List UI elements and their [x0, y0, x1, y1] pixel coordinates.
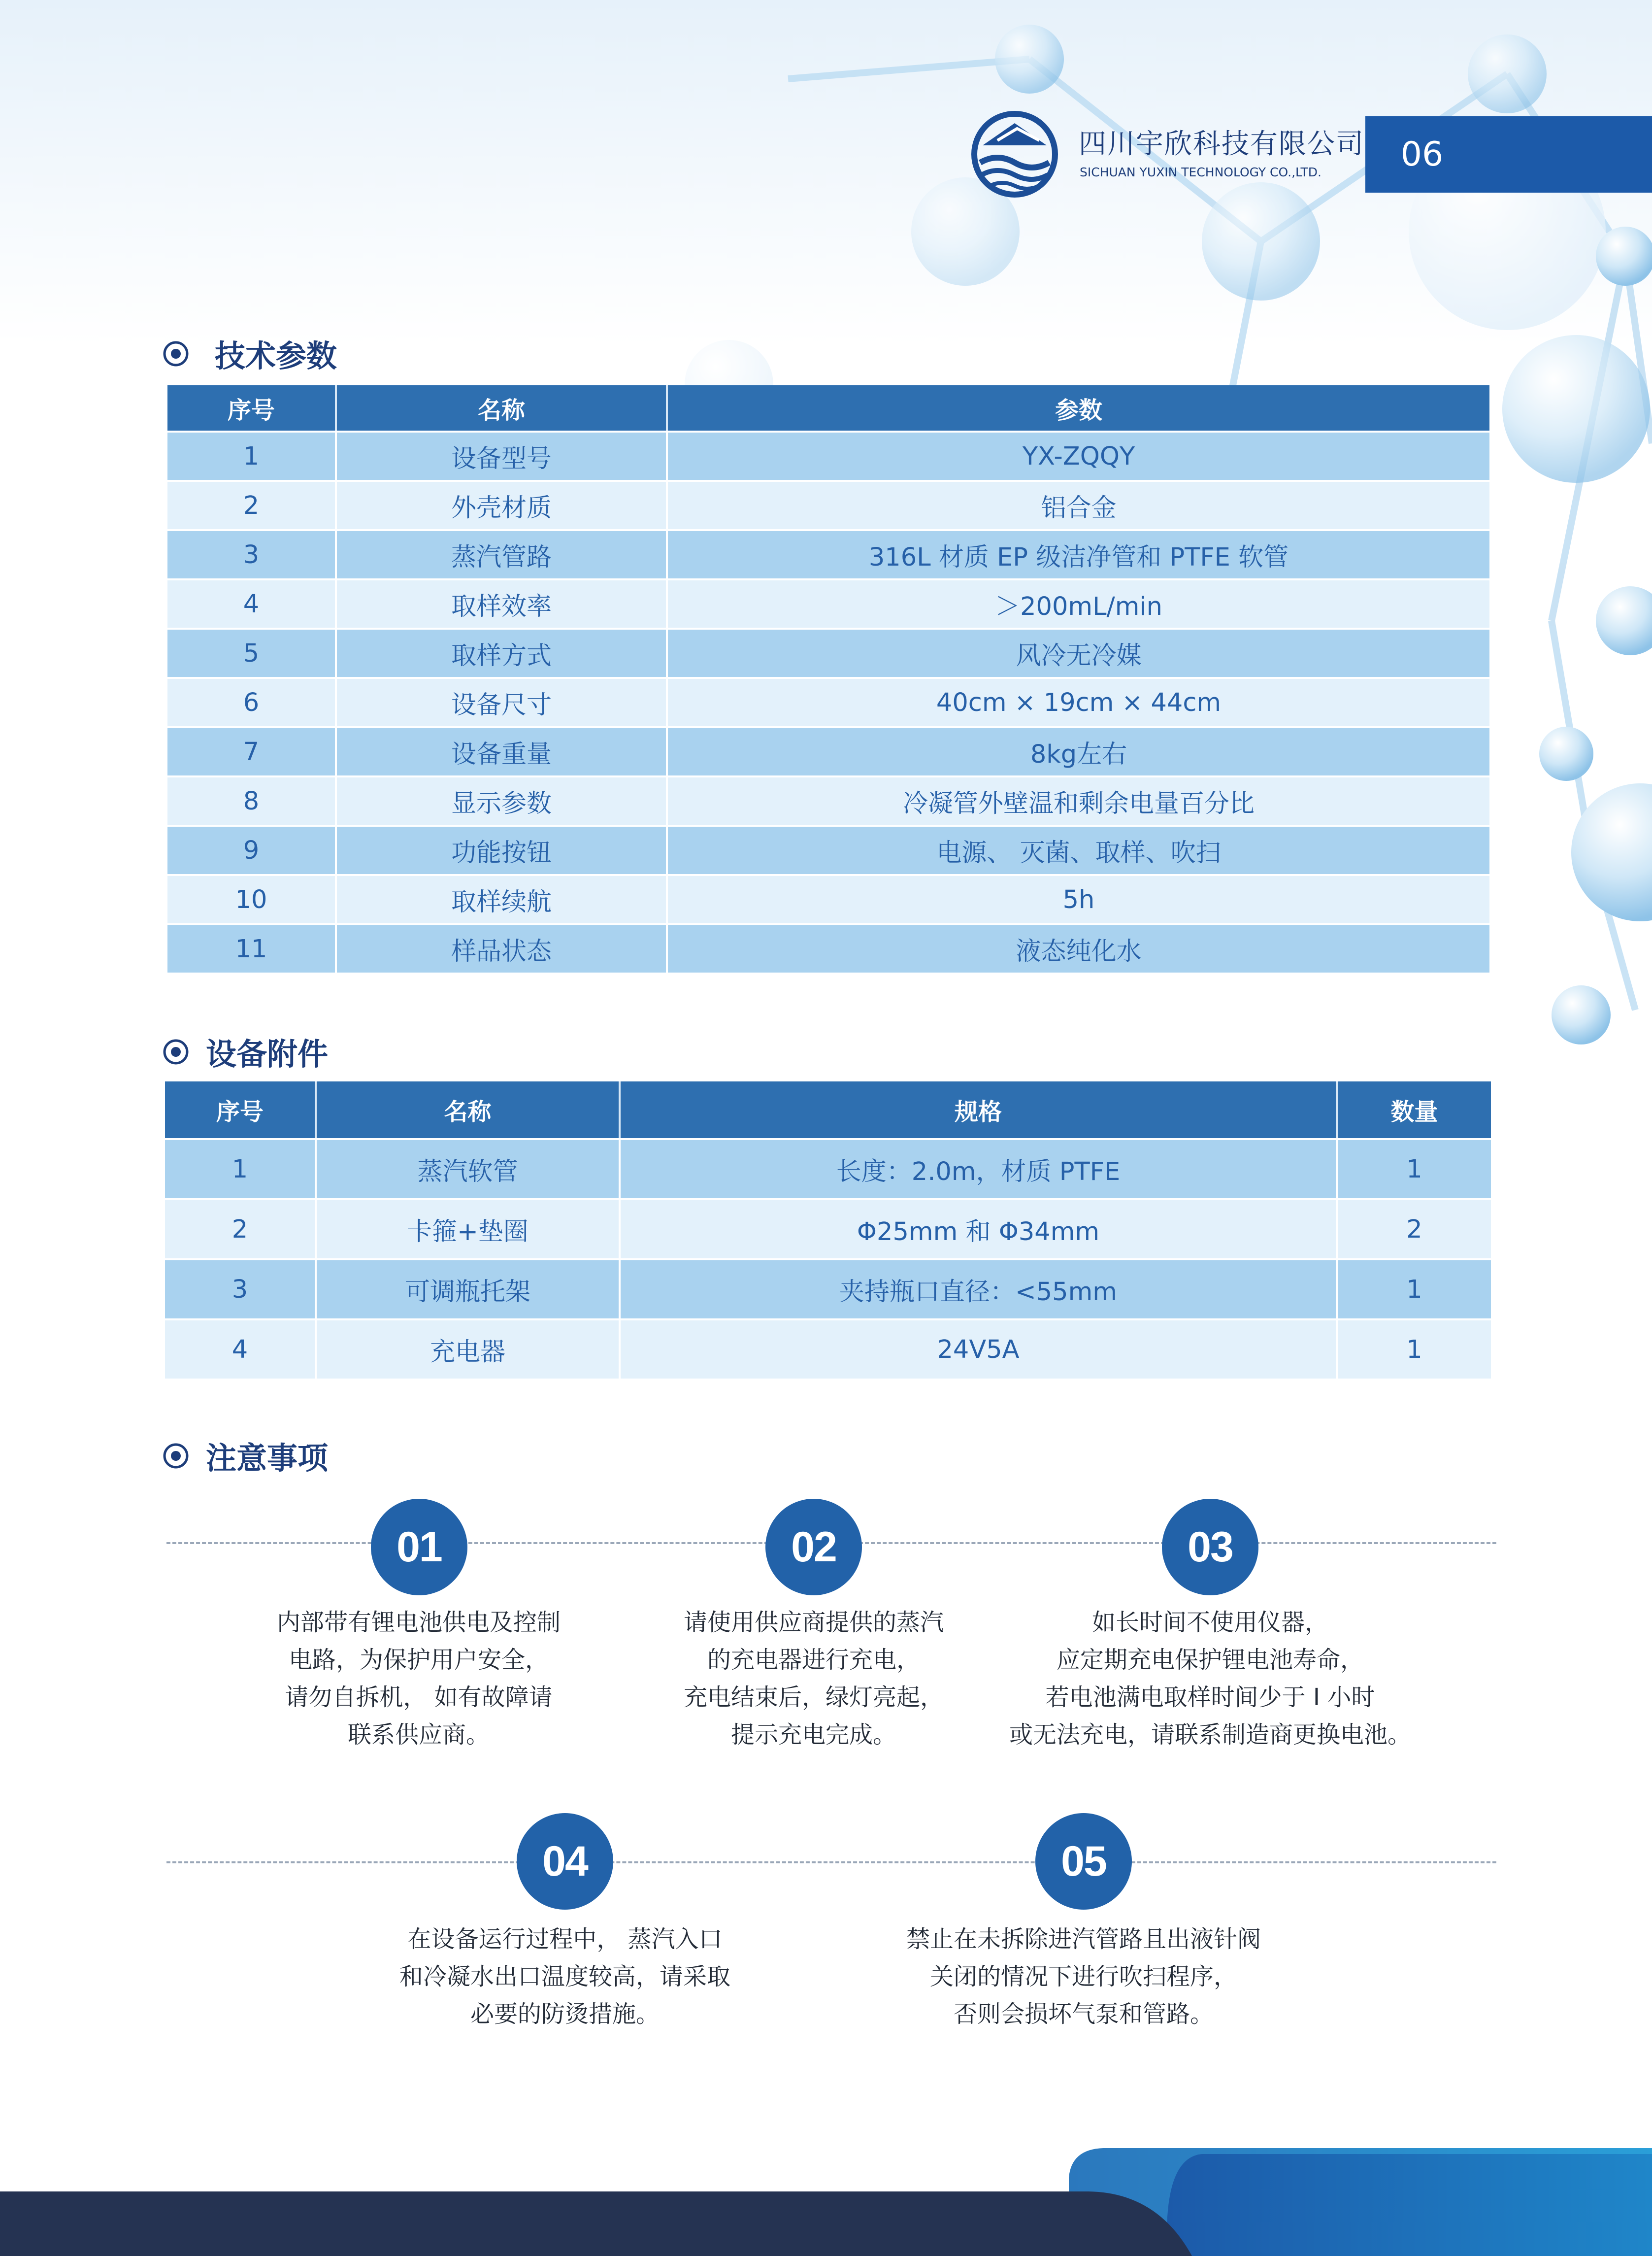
note-badge: 03 [1162, 1499, 1258, 1595]
section-title-tech-params [163, 332, 337, 375]
table-cell: 3 [167, 529, 337, 578]
table-row [167, 923, 1489, 973]
divider-dashed [166, 1861, 1496, 1863]
table-row [165, 1198, 1491, 1258]
target-icon [163, 1039, 189, 1065]
table-cell: 夹持瓶口直径：<55mm [621, 1258, 1338, 1318]
table-row [167, 578, 1489, 628]
column-header: 数量 [1338, 1081, 1491, 1138]
note-line: 和冷凝水出口温度较高，请采取 [399, 1963, 730, 1990]
note-line: 提示充电完成。 [730, 1721, 896, 1749]
table-cell: Φ25mm 和 Φ34mm [621, 1198, 1338, 1258]
table-cell: 蒸汽软管 [317, 1138, 621, 1198]
table-cell: 取样方式 [337, 628, 668, 677]
table-cell: 蒸汽管路 [337, 529, 668, 578]
note-line: 应定期充电保护锂电池寿命， [1056, 1646, 1364, 1674]
note-badge: 04 [517, 1813, 613, 1910]
note-line: 请使用供应商提供的蒸汽 [683, 1609, 944, 1636]
table-cell: 2 [165, 1198, 317, 1258]
table-cell: 充电器 [317, 1318, 621, 1379]
table-cell: YX-ZQQY [668, 431, 1489, 480]
table-cell: 8kg左右 [668, 726, 1489, 775]
table-cell: 1 [1338, 1258, 1491, 1318]
footer-band [0, 2148, 1652, 2256]
tech-params-table [167, 385, 1489, 973]
table-cell: 3 [165, 1258, 317, 1318]
table-cell: 设备重量 [337, 726, 668, 775]
column-header: 参数 [668, 385, 1489, 431]
column-header: 名称 [337, 385, 668, 431]
table-cell: 5 [167, 628, 337, 677]
table-row [167, 628, 1489, 677]
table-row [167, 529, 1489, 578]
table-cell: 电源、 灭菌、取样、吹扫 [668, 825, 1489, 874]
table-row [167, 726, 1489, 775]
table-cell: 样品状态 [337, 923, 668, 973]
table-row [167, 480, 1489, 529]
table-cell: 9 [167, 825, 337, 874]
table-cell: 6 [167, 677, 337, 726]
note-line: 如长时间不使用仪器， [1091, 1609, 1328, 1636]
ship-wave-logo-icon [968, 111, 1061, 200]
note-badge: 01 [371, 1499, 467, 1595]
table-cell: 5h [668, 874, 1489, 923]
table-cell: 7 [167, 726, 337, 775]
table-cell: 4 [165, 1318, 317, 1379]
table-cell: 1 [1338, 1138, 1491, 1198]
table-cell: 1 [1338, 1318, 1491, 1379]
column-header: 序号 [167, 385, 337, 431]
note-text [862, 1920, 1305, 2033]
page-number: 06 [1400, 135, 1444, 174]
note-line: 内部带有锂电池供电及控制 [276, 1609, 561, 1636]
table-cell: 长度：2.0m，材质 PTFE [621, 1138, 1338, 1198]
target-icon [163, 340, 189, 367]
table-cell: 40cm × 19cm × 44cm [668, 677, 1489, 726]
company-name-cn: 四川宇欣科技有限公司 [1079, 128, 1364, 160]
note-text [222, 1604, 616, 1753]
company-name-en: SICHUAN YUXIN TECHNOLOGY CO.,LTD. [1080, 165, 1322, 179]
note-line: 电路，为保护用户安全， [288, 1646, 549, 1674]
note-line: 或无法充电，请联系制造商更换电池。 [1009, 1721, 1411, 1749]
table-cell: 可调瓶托架 [317, 1258, 621, 1318]
target-icon [163, 1443, 189, 1469]
table-row [165, 1318, 1491, 1379]
note-text [617, 1604, 1011, 1753]
table-cell: 铝合金 [668, 480, 1489, 529]
table-row [167, 677, 1489, 726]
table-cell: 显示参数 [337, 775, 668, 825]
column-header: 规格 [621, 1081, 1338, 1138]
note-line: 在设备运行过程中， 蒸汽入口 [407, 1925, 723, 1953]
note-text [343, 1920, 787, 2033]
table-cell: 4 [167, 578, 337, 628]
note-line: 否则会损坏气泵和管路。 [953, 2000, 1214, 2028]
table-row [167, 431, 1489, 480]
table-cell: 2 [1338, 1198, 1491, 1258]
table-cell: 1 [165, 1138, 317, 1198]
note-text [984, 1604, 1437, 1753]
table-cell: 11 [167, 923, 337, 973]
note-line: 若电池满电取样时间少于 I 小时 [1045, 1684, 1375, 1711]
table-cell: 风冷无冷媒 [668, 628, 1489, 677]
table-cell: 设备型号 [337, 431, 668, 480]
section-title-accessories [163, 1030, 328, 1074]
table-cell: 取样效率 [337, 578, 668, 628]
table-row [167, 825, 1489, 874]
section-title-text: 设备附件 [206, 1036, 329, 1072]
table-cell: 1 [167, 431, 337, 480]
note-line: 关闭的情况下进行吹扫程序， [929, 1963, 1237, 1990]
note-line: 请勿自拆机， 如有故障请 [285, 1684, 553, 1711]
table-cell: 取样续航 [337, 874, 668, 923]
table-cell: 设备尺寸 [337, 677, 668, 726]
table-row [165, 1138, 1491, 1198]
note-line: 的充电器进行充电， [707, 1646, 920, 1674]
table-cell: 功能按钮 [337, 825, 668, 874]
table-row [165, 1258, 1491, 1318]
table-row [167, 874, 1489, 923]
note-line: 必要的防烫措施。 [470, 2000, 660, 2028]
column-header: 序号 [165, 1081, 317, 1138]
table-cell: 冷凝管外壁温和剩余电量百分比 [668, 775, 1489, 825]
note-badge: 02 [765, 1499, 862, 1595]
section-title-text: 注意事项 [206, 1440, 329, 1476]
note-badge: 05 [1035, 1813, 1132, 1910]
table-header-row [167, 385, 1489, 431]
column-header: 名称 [317, 1081, 621, 1138]
table-cell: 8 [167, 775, 337, 825]
table-cell: 2 [167, 480, 337, 529]
note-line: 充电结束后，绿灯亮起， [683, 1684, 944, 1711]
section-title-text: 技术参数 [215, 338, 337, 374]
section-title-notes [163, 1434, 328, 1478]
note-line: 禁止在未拆除进汽管路且出液针阀 [906, 1925, 1261, 1953]
table-cell: 卡箍+垫圈 [317, 1198, 621, 1258]
table-cell: 316L 材质 EP 级洁净管和 PTFE 软管 [668, 529, 1489, 578]
accessories-table [165, 1081, 1491, 1379]
table-cell: ＞200mL/min [668, 578, 1489, 628]
table-row [167, 775, 1489, 825]
table-header-row [165, 1081, 1491, 1138]
table-cell: 外壳材质 [337, 480, 668, 529]
note-line: 联系供应商。 [347, 1721, 490, 1749]
table-cell: 24V5A [621, 1318, 1338, 1379]
table-cell: 10 [167, 874, 337, 923]
table-cell: 液态纯化水 [668, 923, 1489, 973]
